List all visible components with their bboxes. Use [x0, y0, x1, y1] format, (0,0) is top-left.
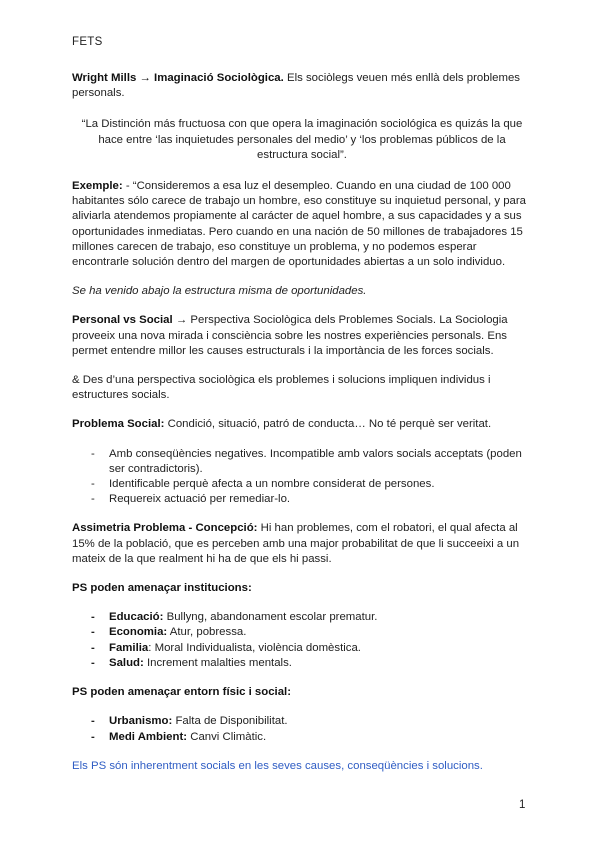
example-paragraph	[72, 179, 532, 270]
problema-social-text: Condició, situació, patró de conducta… No té perquè ser veritat.	[164, 418, 492, 431]
list-item	[72, 714, 532, 729]
list-item	[72, 641, 532, 656]
wright-mills-text: Els sociòlegs veuen més enllà dels problemes personals.	[72, 72, 520, 100]
amp-paragraph: & Des d’una perspectiva sociològica els problemes i solucions impliquen individus i estructures socials.	[72, 374, 491, 402]
example-heading: Exemple:	[72, 180, 123, 193]
list-item: - Amb conseqüències negatives. Incompatible amb valors socials acceptats (poden ser contradictoris).	[72, 447, 532, 477]
wright-mills-heading: Wright Mills → Imaginació Sociològica.	[72, 72, 284, 84]
item-text: : Moral Individualista, violència domèstica.	[148, 641, 361, 654]
entorn-title: PS poden amenaçar entorn físic i social:	[72, 686, 292, 699]
wright-mills-paragraph	[72, 71, 532, 101]
asimetria-heading: Assimetria Problema - Concepció:	[72, 522, 258, 535]
example-text: - “Consideremos a esa luz el desempleo. Cuando en una ciudad de 100 000 habitantes sólo carece de trabajo un hombre, eso constituye su inquietud personal, y para aliviarla atendemos propiamente al carácter de aquel hombre, a sus capacidades y a sus oportunidades inmediatas. Pero cuando en una nación de 50 millones de trabajadores 15 millones carecen de trabajo, eso constituye un problema, y no podemos esperar encontrarle solución dentro del margen de oportunidades abiertas a un solo individuo.	[72, 180, 527, 269]
item-text: Canvi Climàtic.	[187, 730, 267, 743]
item-text: Bullyng, abandonament escolar prematur.	[163, 611, 378, 624]
item-text: Falta de Disponibilitat.	[172, 715, 288, 728]
item-text: Atur, pobressa.	[167, 626, 247, 639]
list-item: - Identificable perquè afecta a un nombre considerat de persones.	[72, 477, 532, 492]
institucions-list	[72, 610, 532, 671]
institucions-title: PS poden amenaçar institucions:	[72, 582, 252, 595]
item-label: Educació:	[109, 611, 164, 624]
list-item	[72, 625, 532, 640]
list-item	[72, 656, 532, 671]
quote-paragraph: “La Distinción más fructuosa con que opera la imaginación sociológica es quizás la que hace entre ‘las inquietudes personales del medio’ y ‘los problemas públicos de la estructura social”.	[81, 118, 523, 161]
asimetria-text: Hi han problemes, com el robatori, el qual afecta al 15% de la població, que es perceben amb una major probabilitat de que li succeeixi a un mateix de la que realment hi ha de que els hi passi.	[72, 522, 520, 565]
problema-social-list	[72, 447, 532, 508]
institucions-heading	[72, 581, 532, 596]
page-header: FETS	[72, 36, 103, 48]
problema-social-heading: Problema Social:	[72, 418, 165, 431]
personal-social-heading: Personal vs Social	[72, 314, 173, 327]
page-number: 1	[519, 799, 526, 811]
item-label: Familia	[109, 641, 149, 654]
personal-social-text: → Perspectiva Sociològica dels Problemes Socials. La Sociologia proveeix una nova mirada i consciència sobre les nostres experiències personals. Ens permet entendre millor les causes estructurals i la importància de les forces socials.	[72, 314, 508, 357]
entorn-list	[72, 714, 532, 744]
item-label: Salud:	[109, 656, 144, 669]
asimetria-paragraph	[72, 521, 532, 567]
item-label: Urbanismo:	[109, 715, 173, 728]
problema-social-paragraph	[72, 417, 532, 432]
conclusion-paragraph: Els PS són inherentment socials en les seves causes, conseqüències i solucions.	[72, 759, 483, 772]
list-item	[72, 610, 532, 625]
list-item	[72, 730, 532, 745]
item-label: Economia:	[109, 626, 168, 639]
personal-social-paragraph	[72, 313, 532, 359]
item-label: Medi Ambient:	[109, 730, 188, 743]
document-body	[72, 71, 532, 774]
item-text: Increment malalties mentals.	[143, 656, 292, 669]
list-item: - Requereix actuació per remediar-lo.	[72, 492, 532, 507]
entorn-heading	[72, 685, 532, 700]
italic-note: Se ha venido abajo la estructura misma de oportunidades.	[72, 285, 367, 298]
